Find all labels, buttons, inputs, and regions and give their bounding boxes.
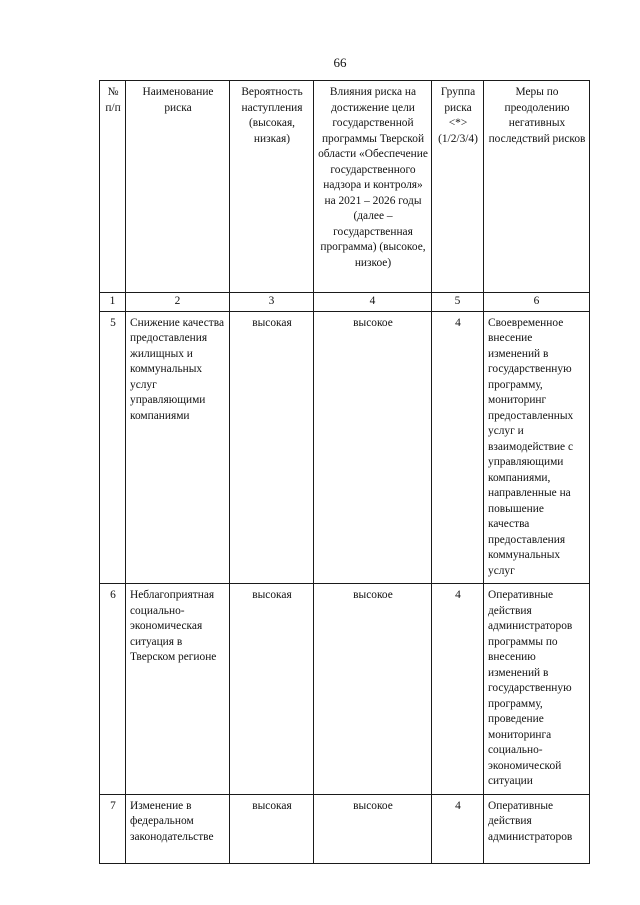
risk-measures: Оперативные действия администраторов <box>484 794 590 863</box>
risk-name: Снижение качества предоставления жилищных и коммунальных услуг управляющими компаниями <box>126 311 230 584</box>
column-number: 5 <box>432 293 484 312</box>
risk-group: 4 <box>432 794 484 863</box>
risk-probability: высокая <box>230 794 314 863</box>
risk-table <box>99 80 590 864</box>
risk-group: 4 <box>432 311 484 584</box>
page-number: 66 <box>333 55 347 70</box>
column-number: 2 <box>126 293 230 312</box>
column-numbers-row <box>100 293 590 312</box>
row-number: 5 <box>100 311 126 584</box>
column-number: 6 <box>484 293 590 312</box>
column-number: 4 <box>314 293 432 312</box>
risk-name: Изменение в федеральном законодательстве <box>126 794 230 863</box>
risk-measures: Оперативные действия администраторов программы по внесению изменений в государственную программу, проведение мониторинга социально-экономической ситуации <box>484 584 590 795</box>
risk-name: Неблагоприятная социально-экономическая ситуация в Тверском регионе <box>126 584 230 795</box>
row-number: 6 <box>100 584 126 795</box>
risk-impact: высокое <box>314 311 432 584</box>
header-number: № п/п <box>100 81 126 293</box>
risk-impact: высокое <box>314 584 432 795</box>
column-number: 3 <box>230 293 314 312</box>
table-row <box>100 584 590 795</box>
header-measures: Меры по преодолению негативных последствий рисков <box>484 81 590 293</box>
risk-probability: высокая <box>230 584 314 795</box>
table-header-row <box>100 81 590 293</box>
header-risk-group: Группа риска <*> (1/2/3/4) <box>432 81 484 293</box>
table-row <box>100 311 590 584</box>
row-number: 7 <box>100 794 126 863</box>
header-impact: Влияния риска на достижение цели государственной программы Тверской области «Обеспечение государственного надзора и контроля» на 2021 – 2026 годы (далее – государственная программа) (высокое, низкое) <box>314 81 432 293</box>
risk-probability: высокая <box>230 311 314 584</box>
risk-group: 4 <box>432 584 484 795</box>
header-probability: Вероятность наступления (высокая, низкая) <box>230 81 314 293</box>
table-row <box>100 794 590 863</box>
column-number: 1 <box>100 293 126 312</box>
risk-impact: высокое <box>314 794 432 863</box>
header-risk-name: Наименование риска <box>126 81 230 293</box>
risk-measures: Своевременное внесение изменений в государственную программу, мониторинг предоставленных услуг и взаимодействие с управляющими компаниями, направленные на повышение качества предоставления коммунальных услуг <box>484 311 590 584</box>
